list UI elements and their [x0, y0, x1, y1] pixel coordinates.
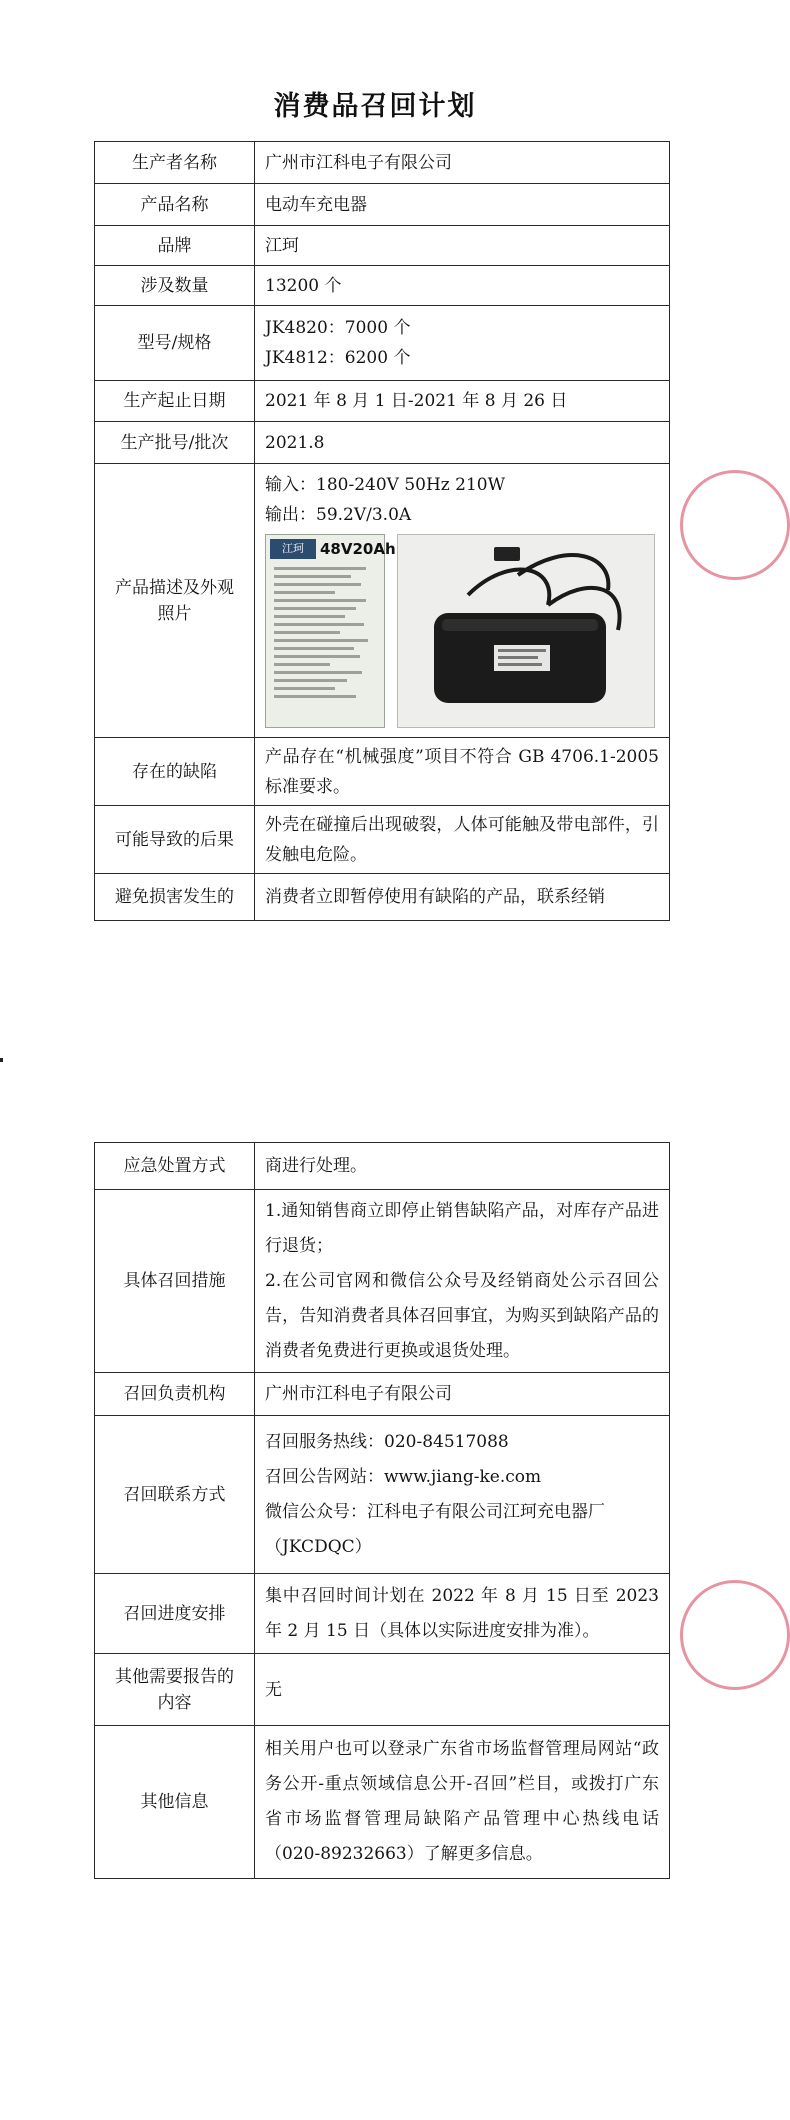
recall-plan-table-page1 [94, 141, 670, 921]
field-label: 召回进度安排 [95, 1574, 255, 1654]
table-row [95, 738, 670, 806]
product-description-value [255, 464, 670, 738]
field-label [95, 1654, 255, 1726]
scan-mark [0, 1058, 3, 1062]
nameplate-photo [265, 534, 396, 728]
field-label: 品牌 [95, 226, 255, 266]
charger-photo [397, 534, 655, 728]
model-spec-value [255, 306, 670, 381]
field-label: 召回联系方式 [95, 1416, 255, 1574]
field-label [95, 464, 255, 738]
field-label: 型号/规格 [95, 306, 255, 381]
measures-value [255, 1190, 670, 1373]
table-row [95, 226, 670, 266]
recall-plan-table-page2 [94, 1142, 670, 1879]
table-row [95, 1373, 670, 1416]
model-line: JK4820：7000 个 [265, 318, 411, 338]
table-row [95, 1726, 670, 1879]
consequence-value: 外壳在碰撞后出现破裂，人体可能触及带电部件，引发触电危险。 [255, 806, 670, 874]
field-label: 生产起止日期 [95, 381, 255, 422]
nameplate-spec: 48V20Ah [320, 540, 396, 558]
label-line: 其他需要报告的 [115, 1666, 234, 1687]
table-row [95, 1190, 670, 1373]
table-row [95, 1574, 670, 1654]
page-title: 消费品召回计划 [273, 91, 477, 122]
official-seal [680, 470, 790, 580]
contact-value [255, 1416, 670, 1574]
other-report-value: 无 [255, 1654, 670, 1726]
website-text: 召回公告网站：www.jiang-ke.com [265, 1466, 542, 1487]
table-row [95, 306, 670, 381]
field-label: 其他信息 [95, 1726, 255, 1879]
nameplate-brand: 江珂 [270, 539, 316, 559]
table-row [95, 422, 670, 464]
input-spec: 输入：180-240V 50Hz 210W [265, 475, 506, 495]
field-label: 产品名称 [95, 184, 255, 226]
table-row [95, 1416, 670, 1574]
avoid-value: 消费者立即暂停使用有缺陷的产品，联系经销 [255, 874, 670, 921]
label-line: 照片 [157, 603, 192, 624]
output-spec: 输出：59.2V/3.0A [265, 505, 412, 525]
hotline-text: 召回服务热线：020-84517088 [265, 1431, 509, 1452]
measure-item: 2.在公司官网和微信公众号及经销商处公示召回公告，告知消费者具体召回事宜，为购买到缺陷产品的消费者免费进行更换或退货处理。 [265, 1270, 659, 1361]
table-row [95, 874, 670, 921]
production-dates-value: 2021 年 8 月 1 日-2021 年 8 月 26 日 [255, 381, 670, 422]
field-label: 生产批号/批次 [95, 422, 255, 464]
product-name-value: 电动车充电器 [255, 184, 670, 226]
field-label: 召回负责机构 [95, 1373, 255, 1416]
table-row [95, 1143, 670, 1190]
field-label: 存在的缺陷 [95, 738, 255, 806]
field-label: 生产者名称 [95, 142, 255, 184]
wechat-text: 微信公众号：江科电子有限公司江珂充电器厂（JKCDQC） [265, 1501, 605, 1557]
product-photos [265, 534, 659, 728]
field-label: 可能导致的后果 [95, 806, 255, 874]
table-row [95, 381, 670, 422]
table-row [95, 266, 670, 306]
other-info-value: 相关用户也可以登录广东省市场监督管理局网站“政务公开-重点领域信息公开-召回”栏目，或拨打广东省市场监督管理局缺陷产品管理中心热线电话（020-89232663）了解更多信息。 [255, 1726, 670, 1879]
brand-value: 江珂 [255, 226, 670, 266]
measure-item: 1.通知销售商立即停止销售缺陷产品，对库存产品进行退货； [265, 1200, 659, 1256]
emergency-value: 商进行处理。 [255, 1143, 670, 1190]
nameplate-text-lines [274, 567, 376, 703]
table-row [95, 806, 670, 874]
official-seal [680, 1580, 790, 1690]
field-label: 避免损害发生的 [95, 874, 255, 921]
field-label: 涉及数量 [95, 266, 255, 306]
organization-value: 广州市江科电子有限公司 [255, 1373, 670, 1416]
quantity-value: 13200 个 [255, 266, 670, 306]
batch-value: 2021.8 [255, 422, 670, 464]
field-label: 应急处置方式 [95, 1143, 255, 1190]
defect-value: 产品存在“机械强度”项目不符合 GB 4706.1-2005 标准要求。 [255, 738, 670, 806]
table-row [95, 184, 670, 226]
schedule-value: 集中召回时间计划在 2022 年 8 月 15 日至 2023 年 2 月 15 日（具体以实际进度安排为准）。 [255, 1574, 670, 1654]
table-row [95, 142, 670, 184]
label-line: 内容 [157, 1692, 192, 1713]
model-line: JK4812：6200 个 [265, 348, 411, 368]
manufacturer-value: 广州市江科电子有限公司 [255, 142, 670, 184]
label-line: 产品描述及外观 [115, 577, 234, 598]
charger-image [398, 535, 654, 727]
table-row [95, 1654, 670, 1726]
field-label: 具体召回措施 [95, 1190, 255, 1373]
table-row [95, 464, 670, 738]
